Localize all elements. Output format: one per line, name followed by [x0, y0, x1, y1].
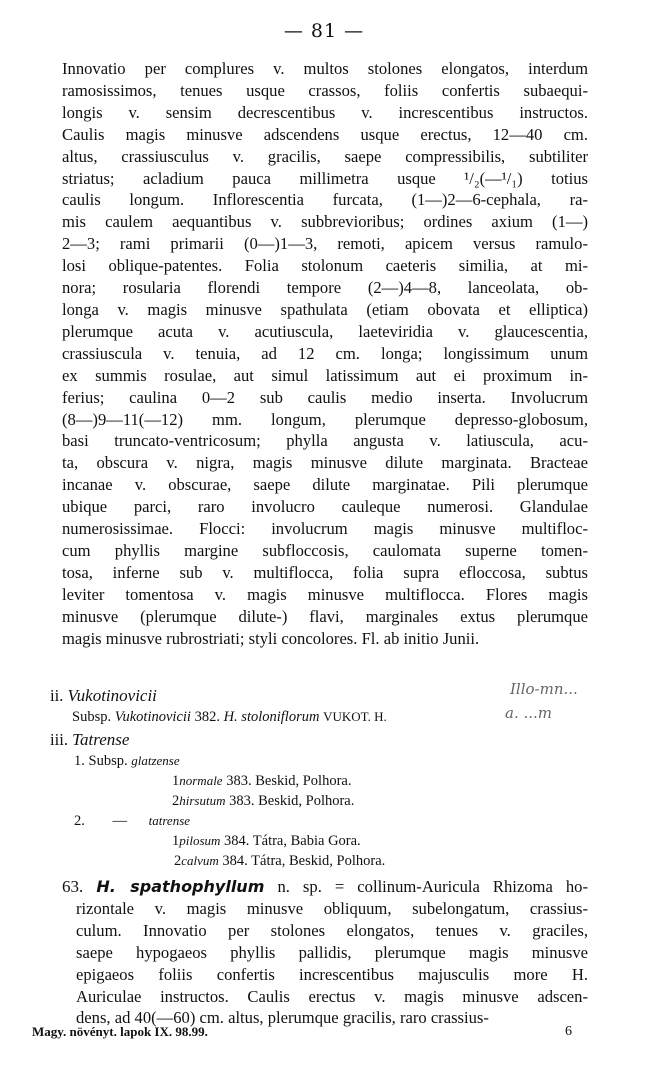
- subsp-label: 2.: [74, 813, 85, 829]
- text-line: ta, obscura v. nigra, magis minusve dilute marginata. Bracteae: [62, 453, 588, 473]
- text-line: cum phyllis margine subfloccosis, caulomata superne tomen-: [62, 540, 588, 560]
- subsp-synonym: H. stoloniflorum: [223, 709, 320, 725]
- text-line: ferius; caulina 0—2 sub caulis medio inserta. Involucrum: [62, 387, 588, 407]
- text-line: Innovatio per complures v. multos stolones elongatos, interdum: [62, 59, 588, 78]
- handwritten-note: Illo-mn...: [510, 680, 578, 698]
- variety-name: normale: [179, 773, 223, 788]
- species-63-first-line: [62, 876, 588, 898]
- text-line: nora; rosularia florendi tempore (2—)4—8, lanceolata, ob-: [62, 278, 588, 298]
- variety-name: hirsutum: [179, 793, 226, 808]
- text-line: Caulis magis minusve adscendens usque erectus, 12—40 cm.: [62, 124, 588, 144]
- text-line: ex summis rosulae, aut simul latissimum aut ei proximum in-: [62, 365, 588, 385]
- text-line: basi truncato-ventricosum; phylla angusta v. latiuscula, acu-: [62, 431, 588, 451]
- subsp-2: [74, 813, 190, 830]
- entry-label: iii.: [50, 730, 68, 749]
- variety-name: calvum: [181, 853, 219, 868]
- variety-num: 2: [172, 793, 180, 809]
- text-line: minusve (plerumque dilute-) flavi, marginales extus plerumque: [62, 606, 588, 626]
- handwritten-note: a. ...m: [505, 704, 553, 722]
- page-footer: [32, 1024, 572, 1040]
- text-line: 2—3; rami primarii (0—)1—3, remoti, apicem versus ramulo-: [62, 234, 588, 254]
- text-line: altus, crassiusculus v. gracilis, saepe compressibilis, subtiliter: [62, 146, 588, 166]
- subsp-name: Vukotinovicii: [114, 709, 191, 725]
- text-line: ubique parci, raro involucro cauleque numerosi. Glandulae: [62, 497, 588, 517]
- main-paragraph: [62, 58, 588, 649]
- text-line: Auriculae instructos. Caulis erectus v. magis minusve adscen-: [76, 986, 588, 1006]
- text-line: magis minusve rubrostriati; styli concolores. Fl. ab initio Junii.: [62, 628, 480, 648]
- entry-label: ii.: [50, 686, 64, 705]
- subsp-label: 1. Subsp.: [74, 753, 128, 769]
- text-line: longis v. sensim decrescentibus v. increscentibus instructos.: [62, 102, 588, 122]
- variety-text: 383. Beskid, Polhora.: [226, 773, 352, 789]
- text-line: losi oblique-patentes. Folia stolonum caeteris similia, at mi-: [62, 256, 588, 276]
- text-line: (8—)9—11(—12) mm. longum, plerumque depresso-globosum,: [62, 409, 588, 429]
- species-number: 63.: [62, 877, 84, 896]
- entry-name: Vukotinovicii: [67, 686, 157, 705]
- species-63-paragraph: [62, 876, 588, 1029]
- footer-citation: Magy. növényt. lapok IX. 98.99.: [32, 1024, 208, 1039]
- subsp-num: 382.: [194, 709, 220, 725]
- text-line: striatus; acladium pauca millimetra usque ¹/₂(—¹/₁) totius: [62, 168, 588, 188]
- variety-num: 1: [172, 773, 180, 789]
- text-line: culum. Innovatio per stolones elongatos, tenues v. graciles,: [76, 920, 588, 940]
- text-line: longa v. magis minusve spathulata (etiam obovata et elliptica): [62, 299, 588, 319]
- footer-signature: 6: [565, 1024, 572, 1039]
- variety-text: 383. Beskid, Polhora.: [229, 793, 355, 809]
- subsp-prefix: Subsp.: [72, 709, 112, 725]
- text-line: plerumque acuta v. acutiuscula, laeteviridia v. glaucescentia,: [62, 321, 588, 341]
- species-name: H. spathophyllum: [96, 877, 265, 896]
- subsp-dash: —: [112, 813, 127, 829]
- subsp-1: [74, 753, 180, 770]
- entry-iii: [50, 730, 129, 750]
- variety-row: [174, 853, 385, 870]
- text-line: caulis longum. Inflorescentia furcata, (1—)2—6-cephala, ra-: [62, 190, 588, 210]
- species-intro: n. sp. = collinum-Auricula Rhizoma ho-: [277, 877, 589, 896]
- text-line: dens, ad 40(—60) cm. altus, plerumque gracilis, raro crassius-: [76, 1008, 489, 1028]
- text-line: rizontale v. magis minusve obliquum, subelongatum, crassius-: [76, 898, 588, 918]
- variety-num: 1: [172, 833, 180, 849]
- variety-row: [172, 833, 361, 850]
- subsp-author: VUKOT. H.: [323, 709, 387, 724]
- variety-row: [172, 773, 351, 790]
- text-line: ramosissimos, tenues usque crassos, foliis confertis subaequi-: [62, 80, 588, 100]
- variety-name: pilosum: [179, 833, 221, 848]
- variety-num: 2: [174, 853, 182, 869]
- variety-text: 384. Tátra, Babia Gora.: [224, 833, 361, 849]
- variety-row: [172, 793, 354, 810]
- subsp-name: glatzense: [131, 753, 180, 768]
- subsp-name: tatrense: [148, 813, 191, 828]
- text-line: mis caulem aequantibus v. subbrevioribus; ordines axium (1—): [62, 212, 588, 232]
- variety-text: 384. Tátra, Beskid, Polhora.: [222, 853, 386, 869]
- text-line: leviter tomentosa v. magis minusve multiflocca. Flores magis: [62, 584, 588, 604]
- text-line: tosa, inferne sub v. multiflocca, folia supra efloccosa, subtus: [62, 562, 588, 582]
- text-line: crassiuscula v. tenuia, ad 12 cm. longa; longissimum unum: [62, 343, 588, 363]
- text-line: numerosissimae. Flocci: involucrum magis minusve multifloc-: [62, 519, 588, 539]
- entry-ii: [50, 686, 157, 706]
- text-line: epigaeos foliis confertis increscentibus majusculis more H.: [76, 964, 588, 984]
- text-line: saepe hypogaeos phyllis pallidis, plerumque magis minusve: [76, 942, 588, 962]
- text-line: incanae v. obscurae, saepe dilute marginatae. Pili plerumque: [62, 475, 588, 495]
- page-number: — 81 —: [283, 20, 365, 42]
- entry-ii-subsp: [72, 709, 387, 726]
- entry-name: Tatrense: [72, 730, 130, 749]
